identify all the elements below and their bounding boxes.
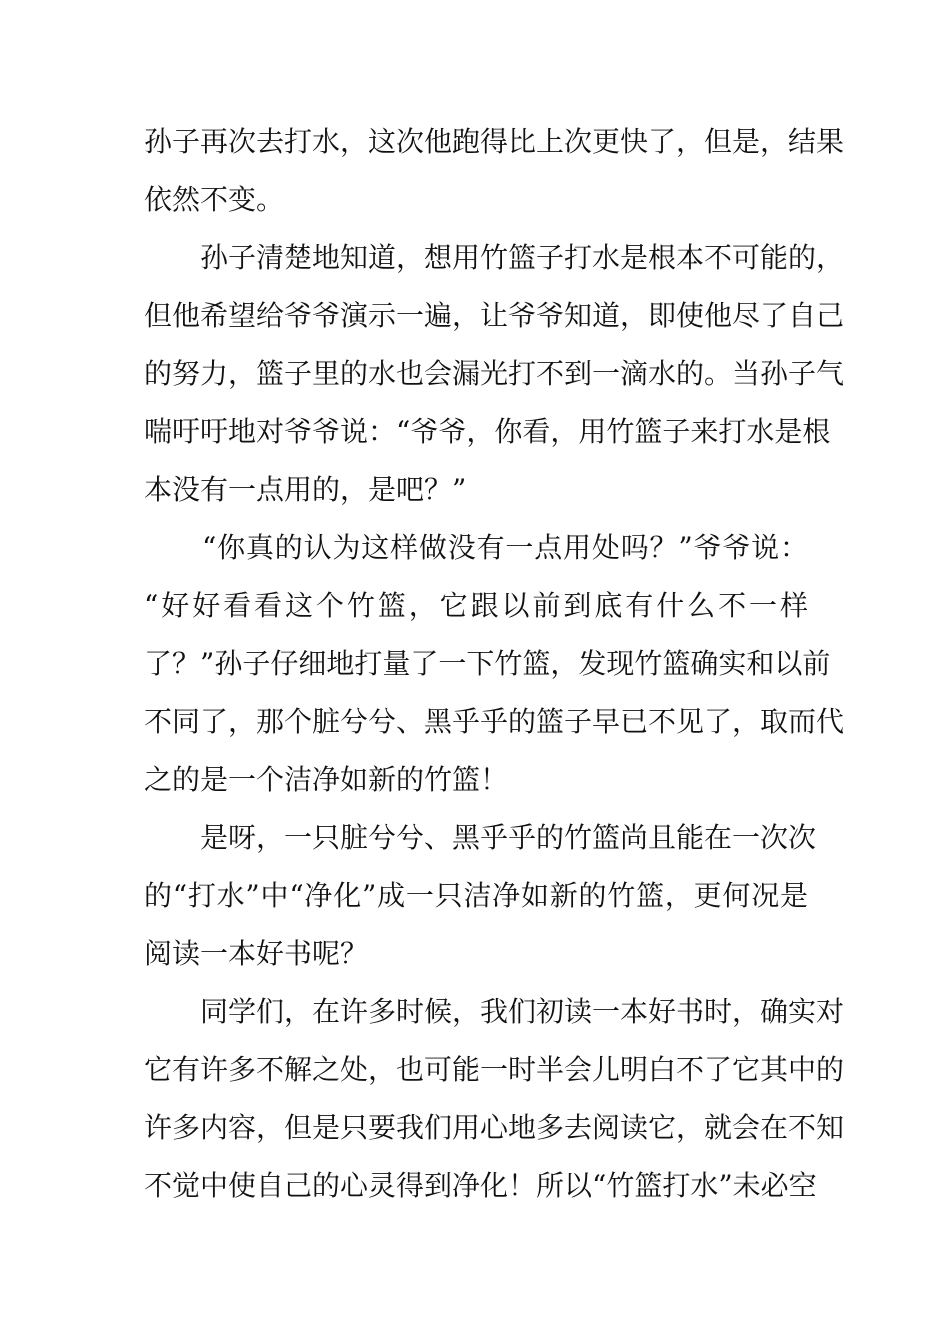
text-line: “好好看看这个竹篮，它跟以前到底有什么不一样 <box>144 589 808 622</box>
text-line: 了？”孙子仔细地打量了一下竹篮，发现竹篮确实和以前 <box>144 647 831 680</box>
text-line: 许多内容，但是只要我们用心地多去阅读它，就会在不知 <box>144 1111 845 1144</box>
text-line: 本没有一点用的，是吧？” <box>144 473 467 506</box>
paragraph-first-line: 孙子清楚地知道，想用竹篮子打水是根本不可能的， <box>200 241 845 274</box>
text-line: 它有许多不解之处，也可能一时半会儿明白不了它其中的 <box>144 1053 845 1086</box>
text-line: 孙子再次去打水，这次他跑得比上次更快了，但是，结果 <box>144 125 845 158</box>
text-line: 但他希望给爷爷演示一遍，让爷爷知道，即使他尽了自己 <box>144 299 845 332</box>
text-line: 之的是一个洁净如新的竹篮！ <box>144 763 509 796</box>
paragraph-first-line: 同学们，在许多时候，我们初读一本好书时，确实对 <box>200 995 845 1028</box>
text-line: 的努力，篮子里的水也会漏光打不到一滴水的。当孙子气 <box>144 357 845 390</box>
text-line: 依然不变。 <box>144 183 285 216</box>
text-line: 不觉中使自己的心灵得到净化！所以“竹篮打水”未必空 <box>144 1169 817 1202</box>
paragraph-first-line: “你真的认为这样做没有一点用处吗？”爷爷说： <box>202 531 808 564</box>
text-line: 阅读一本好书呢？ <box>144 937 369 970</box>
text-line: 不同了，那个脏兮兮、黑乎乎的篮子早已不见了，取而代 <box>144 705 845 738</box>
text-line: 的“打水”中“净化”成一只洁净如新的竹篮，更何况是 <box>144 879 808 912</box>
text-line: 喘吁吁地对爷爷说：“爷爷，你看，用竹篮子来打水是根 <box>144 415 831 448</box>
paragraph-first-line: 是呀，一只脏兮兮、黑乎乎的竹篮尚且能在一次次 <box>200 821 817 854</box>
